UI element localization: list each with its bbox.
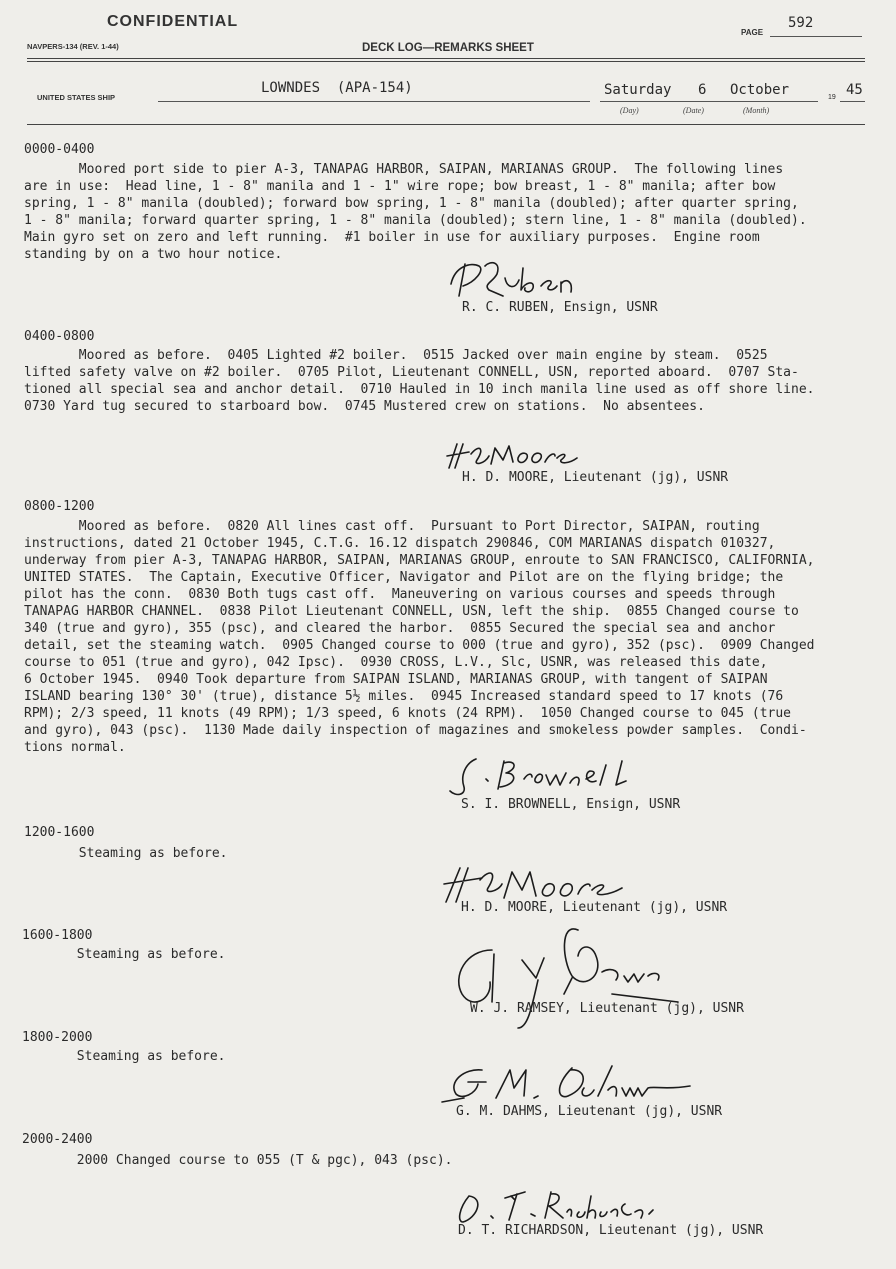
signature-name: W. J. RAMSEY, Lieutenant (jg), USNR [470,1001,744,1016]
log-entry-text: Steaming as before. [24,846,228,861]
log-entry-text: Moored as before. 0820 All lines cast off. Pursuant to Port Director, SAIPAN, routing instructions, dated 21 October 1945, C.T.G. 16.12 dispatch 290846, COM MARIANAS dispatch 010327, underway from pier A-3, TANAPAG HARBOR, SAIPAN, MARIANAS GROUP, enroute to SAN FRANCISCO, CALIFORNIA, UNITED STATES. The Captain, Executive Officer, Navigator and Pilot are on the flying bridge; the pilot has the conn. 0830 Both tugs cast off. Maneuvering on various courses and speeds through TANAPAG HARBOR CHANNEL. 0838 Pilot Lieutenant CONNELL, USN, left the ship. 0855 Changed course to 340 (true and gyro), 355 (psc), and cleared the harbor. 0855 Secured the special sea and anchor detail, set the steaming watch. 0905 Changed course to 000 (true and gyro), 352 (psc). 0909 Changed course to 051 (true and gyro), 042 Ipsc). 0930 CROSS, L.V., Slc, USNR, was released this date, 6 October 1945. 0940 Took departure from SAIPAN ISLAND, MARIANAS GROUP, with tangent of SAIPAN ISLAND bearing 130° 30' (true), distance 5½ miles. 0945 Increased standard speed to 17 knots (76 RPM); 2/3 speed, 11 knots (49 RPM); 1/3 speed, 6 knots (24 RPM). 1050 Changed course to 045 (true and gyro), 043 (psc). 1130 Made daily inspection of magazines and smokeless powder samples. Condi- tions normal. [24,519,815,755]
log-entry-text: Steaming as before. [22,947,226,962]
watch-period: 1200-1600 [24,825,95,840]
signature-name: S. I. BROWNELL, Ensign, USNR [461,797,681,812]
ship-name: LOWNDES (APA-154) [261,80,413,96]
classification-label: CONFIDENTIAL [107,13,239,30]
date-line [600,101,818,102]
signature-brownell [446,755,666,799]
header-bottom-rule [27,124,865,125]
watch-period: 0000-0400 [24,142,95,157]
watch-period: 0800-1200 [24,499,95,514]
log-entry-text: Steaming as before. [22,1049,226,1064]
year-prefix: 19 [828,94,836,101]
watch-period: 0400-0800 [24,329,95,344]
signature-name: G. M. DAHMS, Lieutenant (jg), USNR [456,1104,723,1119]
page-label: PAGE [741,28,764,37]
watch-period: 1600-1800 [22,928,93,943]
sheet-title: DECK LOG—REMARKS SHEET [362,42,534,54]
day-caption: (Day) [620,106,639,115]
date-value: 6 [698,82,707,98]
year-line [840,101,865,102]
signature-name: D. T. RICHARDSON, Lieutenant (jg), USNR [458,1223,764,1238]
signature-richardson [455,1188,655,1226]
day-value: Saturday [604,82,672,98]
signature-dahms [438,1060,698,1108]
page-number-line [770,36,862,37]
signature-name: H. D. MOORE, Lieutenant (jg), USNR [461,900,728,915]
date-caption: (Date) [683,106,704,115]
signature-name: R. C. RUBEN, Ensign, USNR [462,300,658,315]
signature-moore [445,440,585,470]
log-entry-text: Moored port side to pier A-3, TANAPAG HARBOR, SAIPAN, MARIANAS GROUP. The following lines are in use: Head line, 1 - 8" manila and 1 - 1" wire rope; bow breast, 1 - 8" manila; after bow spring, 1 - 8" manila (doubled); forward bow spring, 1 - 8" manila (doubled); after quarter spring, 1 - 8" manila; forward quarter spring, 1 - 8" manila (doubled); stern line, 1 - 8" manila (doubled). Main gyro set on zero and left running. #1 boiler in use for auxiliary purposes. Engine room standing by on a two hour notice. [24,162,807,262]
watch-period: 2000-2400 [22,1132,93,1147]
signature-ramsey [452,920,692,1035]
watch-period: 1800-2000 [22,1030,93,1045]
year-value: 45 [846,82,863,98]
log-entry-text: Moored as before. 0405 Lighted #2 boiler. 0515 Jacked over main engine by steam. 0525 lifted safety valve on #2 boiler. 0705 Pilot, Lieutenant CONNELL, USN, reported aboard. 0707 Sta- tioned all special sea and anchor detail. 0710 Hauled in 10 inch manila line used as off shore line. 0730 Yard tug secured to starboard bow. 0745 Mustered crew on stations. No absentees. [24,348,815,414]
signature-name: H. D. MOORE, Lieutenant (jg), USNR [462,470,729,485]
header-rule [27,61,865,62]
ship-label: UNITED STATES SHIP [37,93,116,102]
signature-ruben [445,256,595,304]
log-entry-text: 2000 Changed course to 055 (T & pgc), 043 (psc). [22,1153,453,1168]
month-caption: (Month) [743,106,770,115]
form-number: NAVPERS-134 (REV. 1-44) [27,42,119,51]
header-rule [27,58,865,59]
ship-name-line [158,101,590,102]
page-number: 592 [788,15,814,31]
month-value: October [730,82,790,98]
